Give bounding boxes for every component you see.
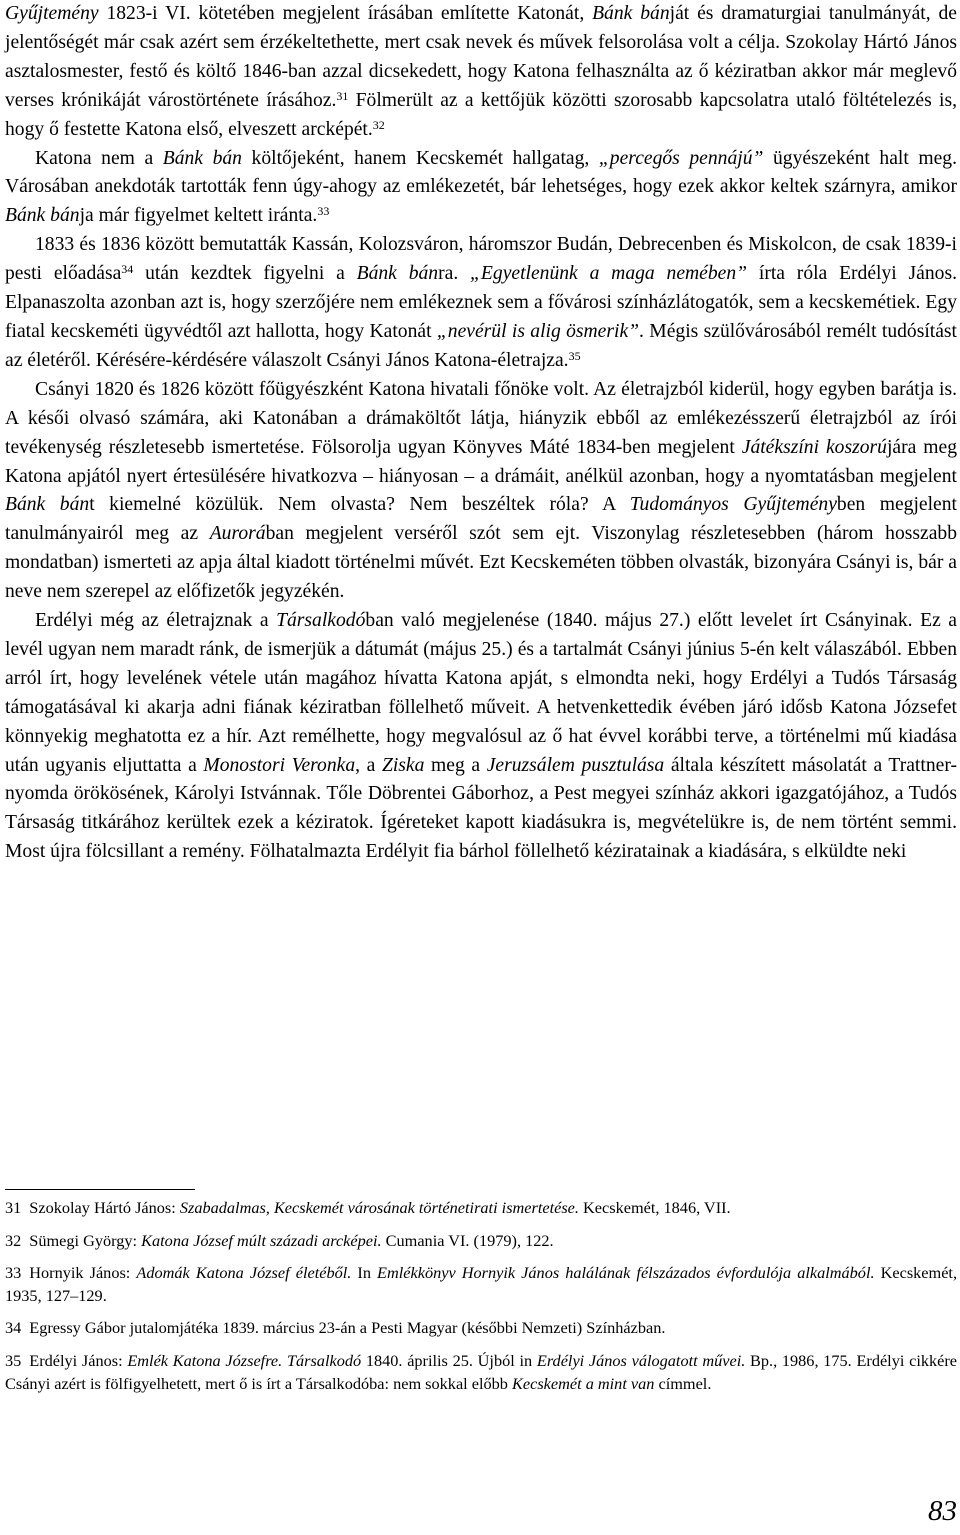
footnote-ref: 32 [372,117,385,132]
italic-text: Bánk bán [592,3,670,24]
text-run: t kiemelné közülük. Nem olvasta? Nem beszéltek róla? A [89,494,630,516]
paragraph [5,376,957,607]
footnote-ref: 35 [568,348,581,363]
italic-text: Katona József múlt századi arcképei. [141,1230,382,1250]
paragraph [5,0,957,145]
italic-text: Szabadalmas, Kecskemét városának történetirati ismertetése. [179,1198,579,1217]
text-run: Kecskemét, 1846, VII. [578,1198,731,1217]
footnote-number: 33 [5,1263,22,1283]
text-run: Egressy Gábor jutalomjátéka 1839. március 23-án a Pesti Magyar (későbbi Nemzeti) Színházban. [29,1318,666,1338]
italic-text: Aurorá [209,523,266,545]
text-run: általa készített másolatát a Trattner-nyomda örökösének, Károlyi Istvánnak. Tőle Döbrentei Gáborhoz, a Pest megyei színház akkori igazgatójához, a Tudós Társaság titkárához kerültek ezek a kéziratok. Ígéreteket kapott kiadásukra is, megvételükre is, de nem történt semmi. Most újra fölcsillant a remény. Fölhatalmazta Erdélyit fia bárhol föllelhető kéziratainak a kiadására, s elküldte neki [5,754,957,863]
text-run: Katona nem a [35,147,163,169]
italic-text: „percegős pennájú” [598,147,764,169]
italic-text: Ziska [381,754,425,776]
italic-text: Jeruzsálem pusztulása [486,754,665,776]
text-run: Cumania VI. (1979), 122. [381,1230,554,1250]
text-run: jára meg Katona apjától nyert értesülésére hivatkozva – hiányosan – a drámáit, anélkül azonban, hogy a nyomtatásban megjelent [5,436,957,487]
text-run: 1840. április 25. Újból in [361,1350,537,1370]
italic-text: Bánk bán [5,494,90,516]
italic-text: Társalkodó [276,610,366,632]
footnote-number: 32 [5,1230,22,1250]
text-run: Kecskemét, 1935, 127–129. [5,1263,958,1305]
footnote-text [29,1198,730,1217]
italic-text: „nevérül is alig ösmerik” [436,320,640,342]
text-run: címmel. [654,1373,712,1393]
italic-text: Erdélyi János válogatott művei. [536,1350,746,1370]
footnote-text [29,1318,665,1337]
footnote-ref: 31 [336,88,349,103]
text-run: meg a [424,754,487,776]
text-run: ban való megjelenése (1840. május 27.) előtt levelet írt Csányinak. Ez a levél ugyan nem maradt ránk, de ismerjük a dátumát (május 25.) és a tartalmát Csányi június 5-én kelt válaszából. Ebben arról írt, hogy levelének vétele után magához hívatta Katona apját, s elmondta neki, hogy Erdélyi a Tudós Társaság támogatásával ki akarja adni fiának kéziratban föllelhető műveit. A hetvenkettedik évében járó idősb Katona Józsefet könnyekig meghatotta ez a hír. Azt remélhette, hogy megvalósul az ő hat évvel korábbi terve, a történelmi mű kiadása után ugyanis eljuttatta a [5,610,957,776]
italic-text: Kecskemét a mint van [512,1373,655,1393]
footnote-text [5,1351,957,1393]
italic-text: Gyűjtemény [5,3,99,24]
page-number: 83 [928,1495,957,1527]
footnote [5,1230,957,1253]
text-run: , a [355,754,382,776]
text-run: Szokolay Hártó János: [29,1198,180,1217]
text-run: ügyészeként halt meg. Városában anekdoták tartották fenn úgy-ahogy az emlékezetét, bár lehetséges, hogy ezek akkor keltek szárnyra, amikor [5,147,957,198]
footnote-text [5,1263,957,1305]
text-run: ban megjelent verséről szót sem ejt. Viszonylag részletesebben (három hosszabb mondatban) ismerteti az apja által kiadott történelmi művét. Ezt Kecskeméten többen olvasták, bizonyára Csányi is, bár a neve nem szerepel az előfizetők jegyzékén. [5,523,957,603]
footnote-ref: 33 [317,204,330,219]
italic-text: Emlék Katona Józsefre. Társalkodó [127,1350,362,1370]
paragraph [5,607,957,867]
footnote-number: 35 [5,1350,22,1370]
footnote-ref: 34 [121,262,134,277]
footnote-divider [5,1189,195,1190]
text-run: írta róla Erdélyi János. Elpanaszolta azonban azt is, hogy szerzőjére nem emlékeznek sem a fővárosi színházlátogatók, sem a kecskemétiek. Egy fiatal kecskeméti ügyvédtől azt hallotta, hogy Katonát [5,263,957,342]
text-run: Erdélyi János: [29,1350,128,1370]
text-run: ja már figyelmet keltett iránta. [79,205,318,227]
body-text [5,0,957,867]
italic-text: Bánk bán [5,205,80,227]
italic-text: Bánk bán [162,147,242,169]
footnotes [5,1197,957,1405]
paragraph [5,145,957,232]
text-run: . Mégis szülővárosából remélt tudósítást az életéről. Kérésére-kérdésére válaszolt Csányi János Katona-életrajza. [5,320,958,371]
text-run: ját és dramaturgiai tanulmányát, de jelentőségét már csak azért sem érzékeltethette, mert csak nevek és művek felsorolása volt a célja. Szokolay Hártó János asztalosmester, festő és költő 1846-ban azzal dicsekedett, hogy Katona felhasználta az ő kéziratban akkor már meglevő verses krónikáját várostörténete írásához. [5,3,957,111]
text-run: Bp., 1986, 175. Erdélyi cikkére Csányi azért is fölfigyelhetett, mert ő is írt a Társalkodóba: nem sokkal előbb [5,1350,957,1393]
text-run: Erdélyi még az életrajznak a [35,610,277,632]
footnote-number: 31 [5,1198,22,1217]
footnote [5,1197,957,1220]
italic-text: Adomák Katona József életéből. [136,1263,352,1283]
text-run: után kezdtek figyelni a [133,263,357,285]
italic-text: Bánk bán [356,263,439,285]
paragraph [5,231,957,376]
text-run: 1823-i VI. kötetében megjelent írásában említette Katonát, [98,3,593,24]
text-run: In [351,1263,378,1283]
text-run: ra. [438,263,471,285]
text-run: Csányi 1820 és 1826 között főügyészként Katona hivatali főnöke volt. Az életrajzból kiderül, hogy egyben barátja is. A késői olvasó számára, aki Katonában a drámaköltőt látja, hiányzik ebből az emlékezésszerű életrajzból az írói tevékenység részletesebb ismertetése. Fölsorolja ugyan Könyves Máté 1834-ben megjelent [5,378,957,458]
footnote [5,1317,957,1340]
text-run: Fölmerült az a kettőjük közötti szorosabb kapcsolatra utaló föltételezés is, hogy ő festette Katona első, elveszett arcképét. [5,89,957,140]
text-run: ben megjelent tanulmányairól meg az [5,494,957,545]
italic-text: Emlékkönyv Hornyik János halálának félszázados évfordulója alkalmából. [377,1263,875,1283]
italic-text: „Egyetlenünk a maga nemében” [470,263,748,285]
text-run: Hornyik János: [29,1263,137,1283]
footnote [5,1262,957,1307]
italic-text: Játékszíni koszorú [741,436,887,458]
text-run: költőjeként, hanem Kecskemét hallgatag, [241,147,599,169]
italic-text: Monostori Veronka [203,754,356,776]
text-run: Sümegi György: [29,1230,142,1250]
footnote-text [29,1231,553,1250]
main-text [5,0,957,867]
italic-text: Tudományos Gyűjtemény [629,494,837,516]
footnote [5,1350,957,1395]
footnote-number: 34 [5,1318,22,1338]
text-run: 1833 és 1836 között bemutatták Kassán, Kolozsváron, háromszor Budán, Debrecenben és Miskolcon, de csak 1839-i pesti előadása [5,234,957,285]
